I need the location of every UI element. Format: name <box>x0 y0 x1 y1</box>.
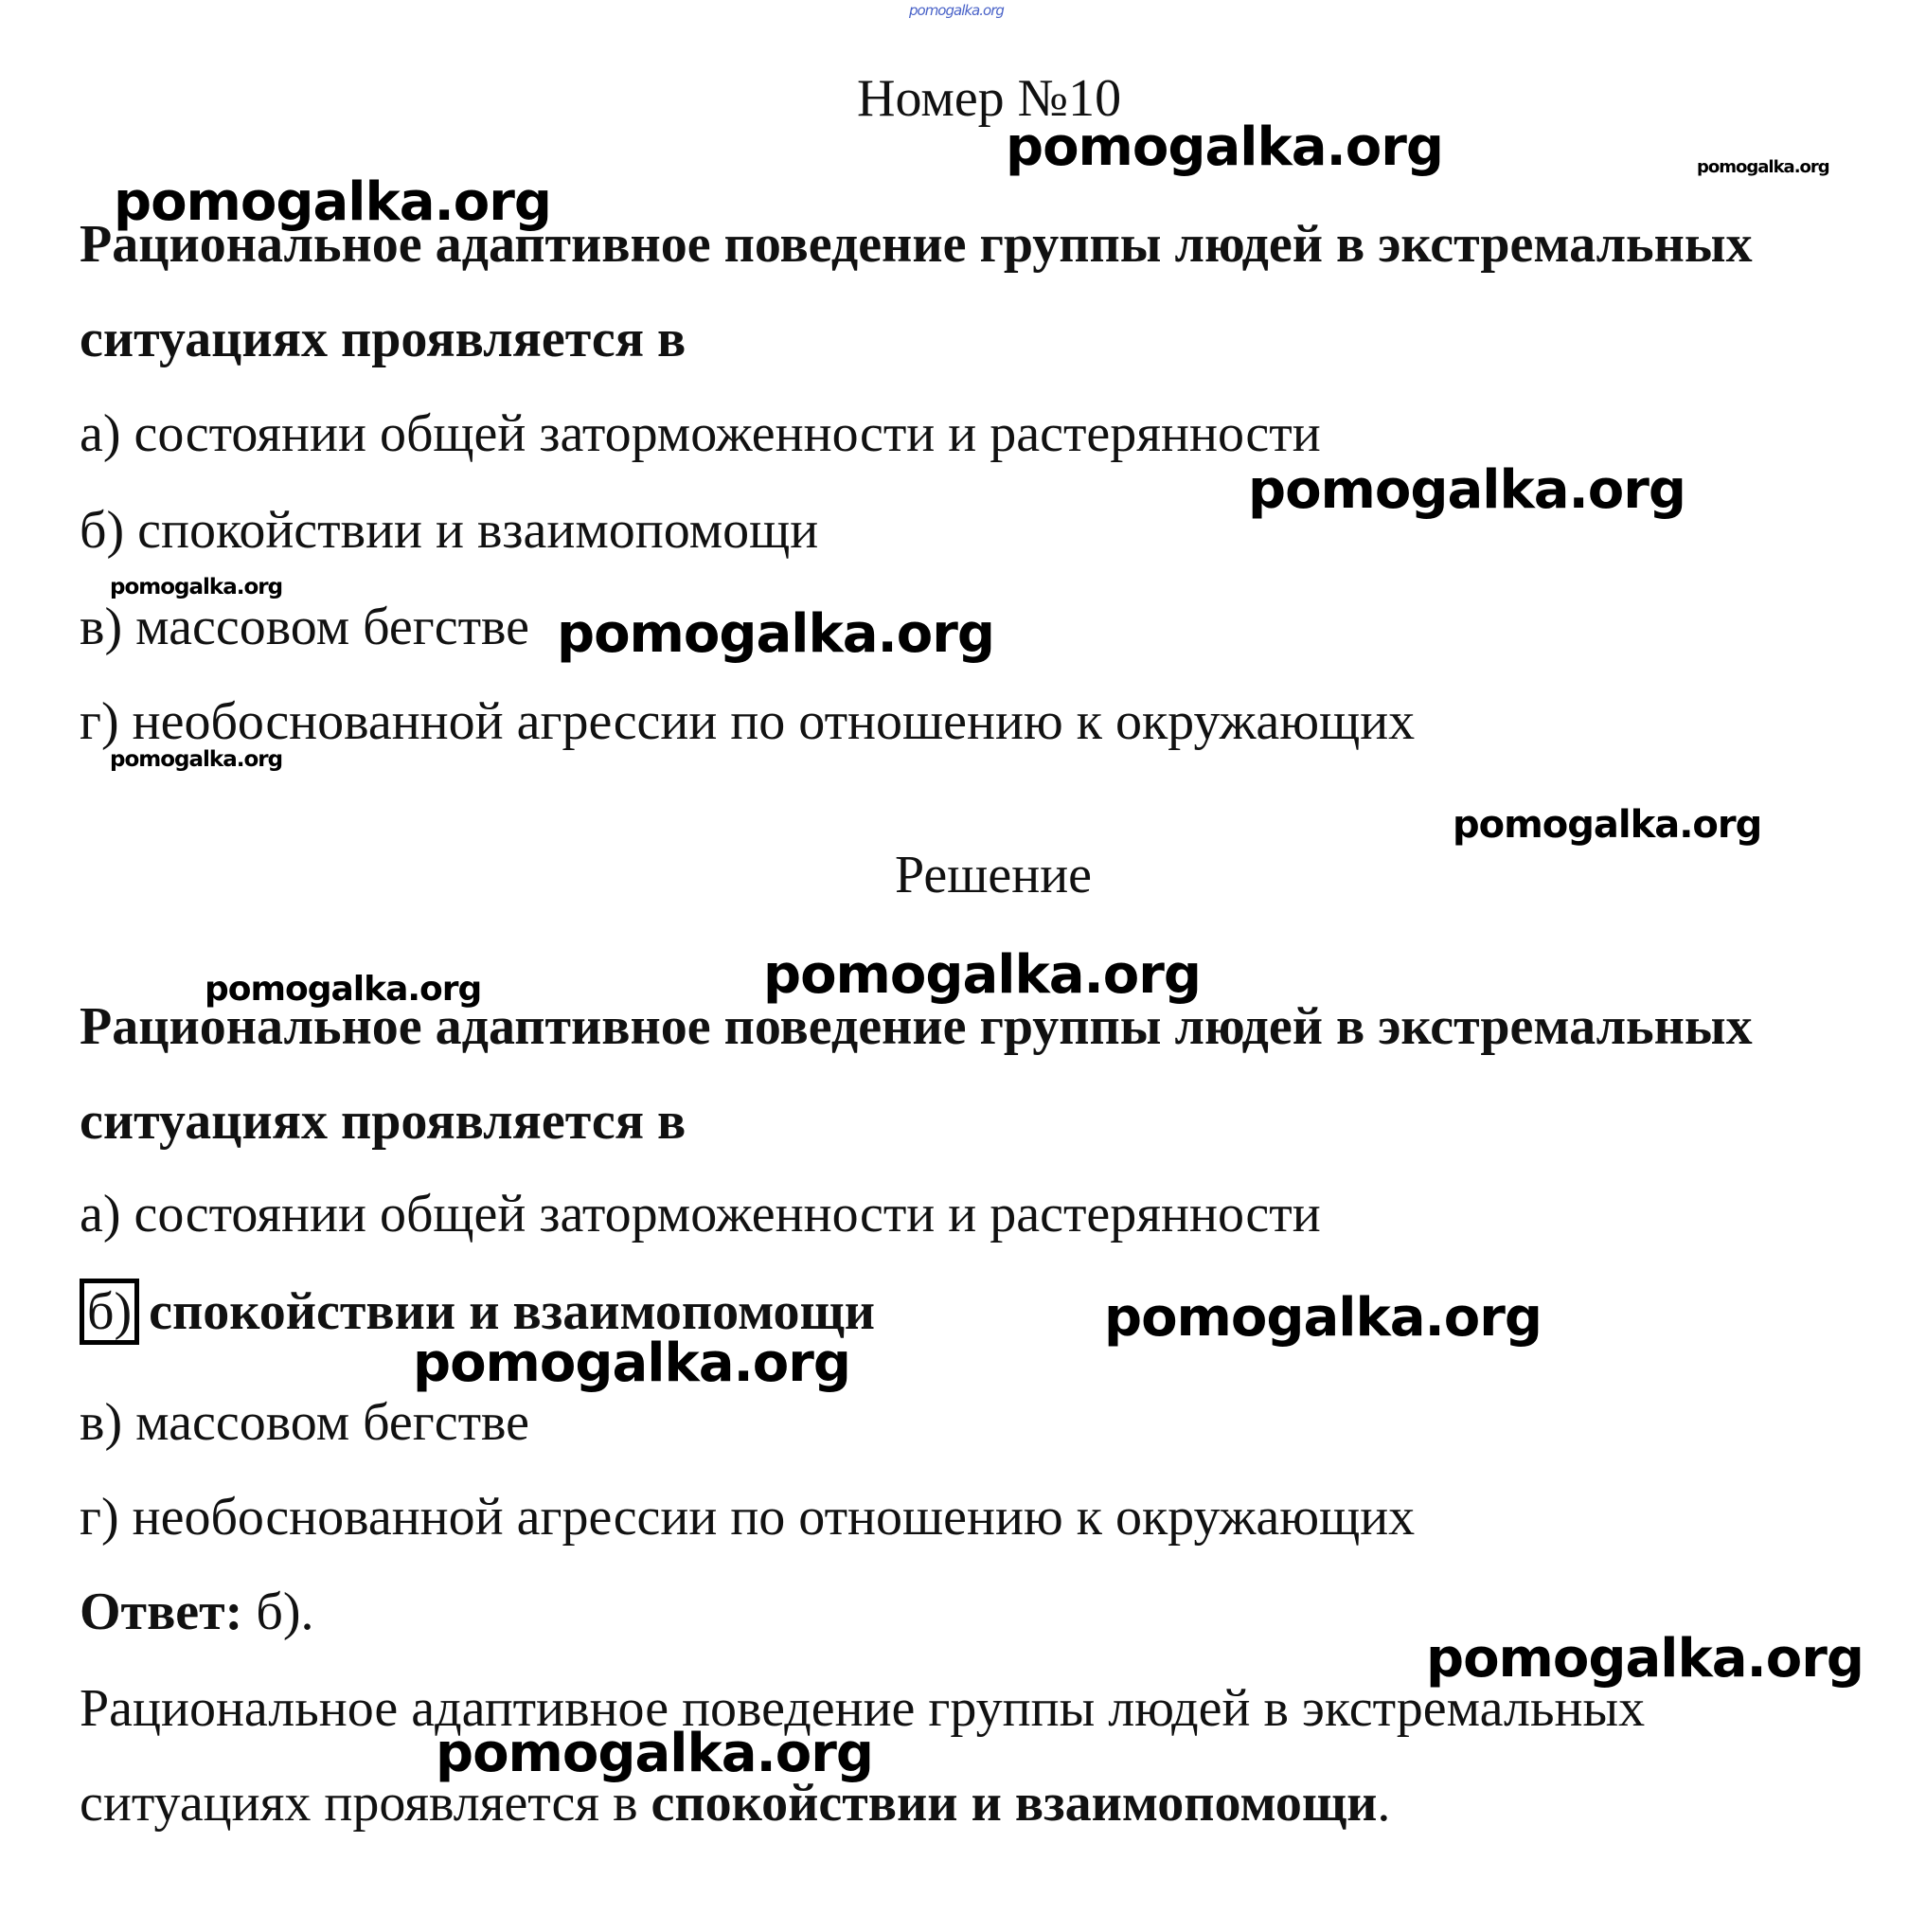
solution-heading: Решение <box>895 846 1093 904</box>
solution-option-a: а) состоянии общей заторможенности и растерянности <box>80 1185 1321 1243</box>
answer-line <box>80 1582 313 1642</box>
explanation-suffix: . <box>1377 1774 1391 1833</box>
option-d: г) необоснованной агрессии по отношению к окружающих <box>80 692 1416 751</box>
solution-option-d: г) необоснованной агрессии по отношению к окружающих <box>80 1488 1416 1547</box>
watermark: pomogalka.org <box>114 171 551 233</box>
answer-marker-box: б) <box>80 1279 139 1345</box>
solution-option-c: в) массовом бегстве <box>80 1393 530 1452</box>
question-text-line-2: ситуациях проявляется в <box>80 310 687 368</box>
page-title: Номер №10 <box>857 69 1122 128</box>
explanation-bold: спокойствии и взаимопомощи <box>651 1774 1378 1833</box>
watermark: pomogalka.org <box>205 970 482 1009</box>
solution-question-line-2: ситуациях проявляется в <box>80 1092 687 1151</box>
option-a: а) состоянии общей заторможенности и растерянности <box>80 404 1321 463</box>
answer-value: б). <box>242 1583 314 1641</box>
watermark: pomogalka.org <box>1697 157 1829 177</box>
watermark: pomogalka.org <box>436 1723 873 1784</box>
watermark: pomogalka.org <box>1248 459 1685 521</box>
option-b: б) спокойствии и взаимопомощи <box>80 501 819 560</box>
watermark: pomogalka.org <box>1453 803 1762 847</box>
watermark: pomogalka.org <box>1006 116 1443 178</box>
answer-label: Ответ: <box>80 1583 243 1641</box>
explanation-line-1: Рациональное адаптивное поведение группы людей в экстремальных <box>80 1679 1646 1738</box>
watermark: pomogalka.org <box>763 944 1201 1006</box>
watermark: pomogalka.org <box>557 603 994 665</box>
watermark: pomogalka.org <box>110 575 283 599</box>
option-c: в) массовом бегстве <box>80 598 530 656</box>
watermark: pomogalka.org <box>1104 1287 1542 1349</box>
solution-option-b-text: спокойствии и взаимопомощи <box>149 1282 876 1341</box>
watermark: pomogalka.org <box>1426 1628 1864 1690</box>
question-text-line-1: Рациональное адаптивное поведение группы людей в экстремальных <box>80 215 1753 274</box>
explanation-line-2 <box>80 1773 1390 1834</box>
watermark: pomogalka.org <box>413 1333 850 1394</box>
watermark: pomogalka.org <box>110 747 283 772</box>
explanation-prefix: ситуациях проявляется в <box>80 1774 651 1833</box>
watermark: pomogalka.org <box>909 2 1004 19</box>
solution-question-line-1: Рациональное адаптивное поведение группы людей в экстремальных <box>80 997 1753 1056</box>
